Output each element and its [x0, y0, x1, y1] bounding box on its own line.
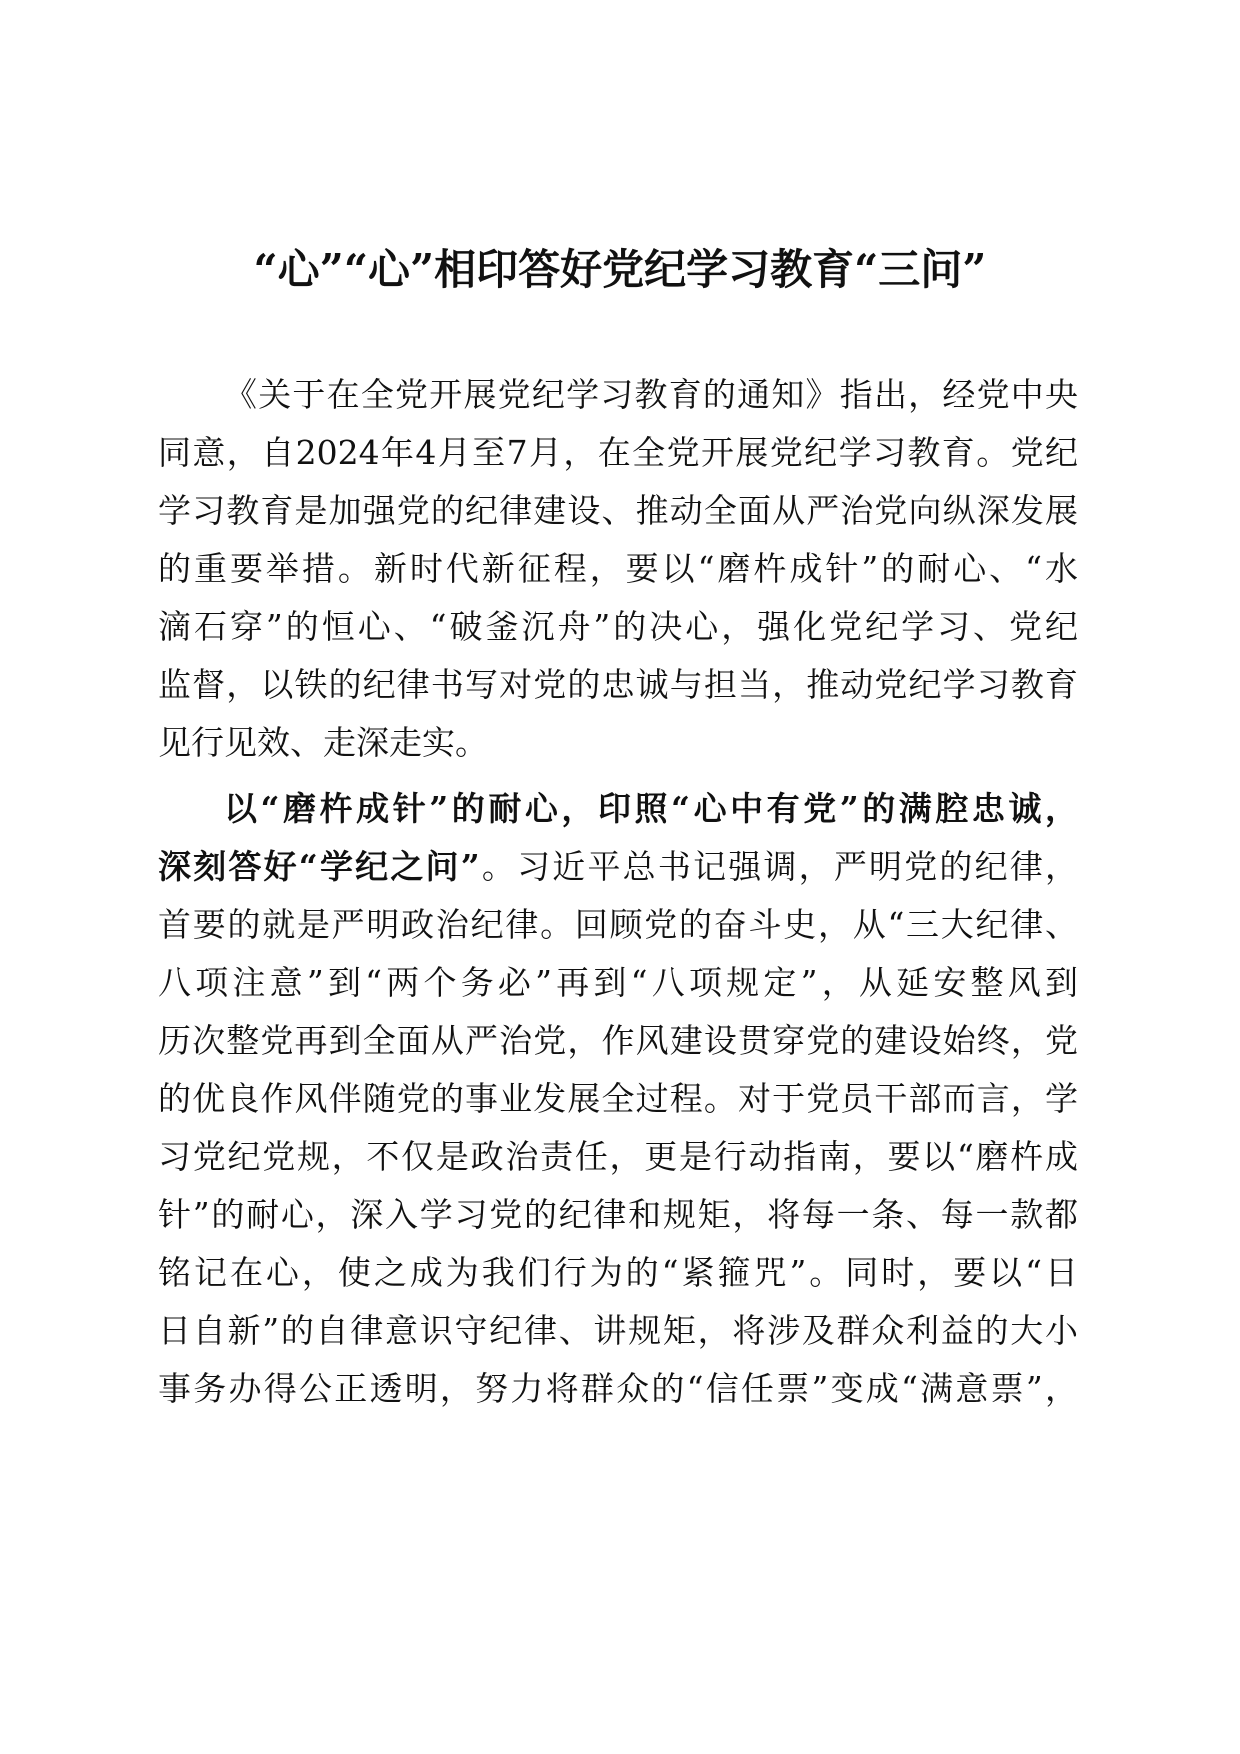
text-line: 事务办得公正透明，努力将群众的“信任票”变成“满意票”， — [158, 1369, 1078, 1408]
text-line: 首要的就是严明政治纪律。回顾党的奋斗史，从“三大纪律、 — [158, 905, 1078, 944]
section-heading-line: 以“磨杵成针”的耐心，印照“心中有党”的满腔忠诚， — [224, 789, 1078, 828]
text-line: 针”的耐心，深入学习党的纪律和规矩，将每一条、每一款都 — [158, 1195, 1078, 1234]
text-line: 同意，自2024年4月至7月，在全党开展党纪学习教育。党纪 — [158, 433, 1078, 472]
text-line: 监督，以铁的纪律书写对党的忠诚与担当，推动党纪学习教育 — [158, 665, 1078, 704]
text-line: 滴石穿”的恒心、“破釜沉舟”的决心，强化党纪学习、党纪 — [158, 607, 1078, 646]
text-line: 习党纪党规，不仅是政治责任，更是行动指南，要以“磨杵成 — [158, 1137, 1078, 1176]
text-line — [158, 834, 1078, 900]
section-heading-tail: 深刻答好“学纪之问” — [158, 847, 480, 886]
text-line: 的重要举措。新时代新征程，要以“磨杵成针”的耐心、“水 — [158, 549, 1078, 588]
text-line: 见行见效、走深走实。 — [158, 723, 488, 762]
text-line: 历次整党再到全面从严治党，作风建设贯穿党的建设始终，党 — [158, 1021, 1078, 1060]
text-segment: 。习近平总书记强调，严明党的纪律， — [479, 847, 1079, 886]
document-title: “心”“心”相印答好党纪学习教育“三问” — [253, 245, 987, 294]
text-line: 《关于在全党开展党纪学习教育的通知》指出，经党中央 — [224, 375, 1078, 414]
text-line: 八项注意”到“两个务必”再到“八项规定”，从延安整风到 — [158, 963, 1078, 1002]
text-line: 铭记在心，使之成为我们行为的“紧箍咒”。同时，要以“日 — [158, 1253, 1078, 1292]
text-line: 的优良作风伴随党的事业发展全过程。对于党员干部而言，学 — [158, 1079, 1078, 1118]
text-line: 学习教育是加强党的纪律建设、推动全面从严治党向纵深发展 — [158, 491, 1078, 530]
text-line: 日自新”的自律意识守纪律、讲规矩，将涉及群众利益的大小 — [158, 1311, 1078, 1350]
